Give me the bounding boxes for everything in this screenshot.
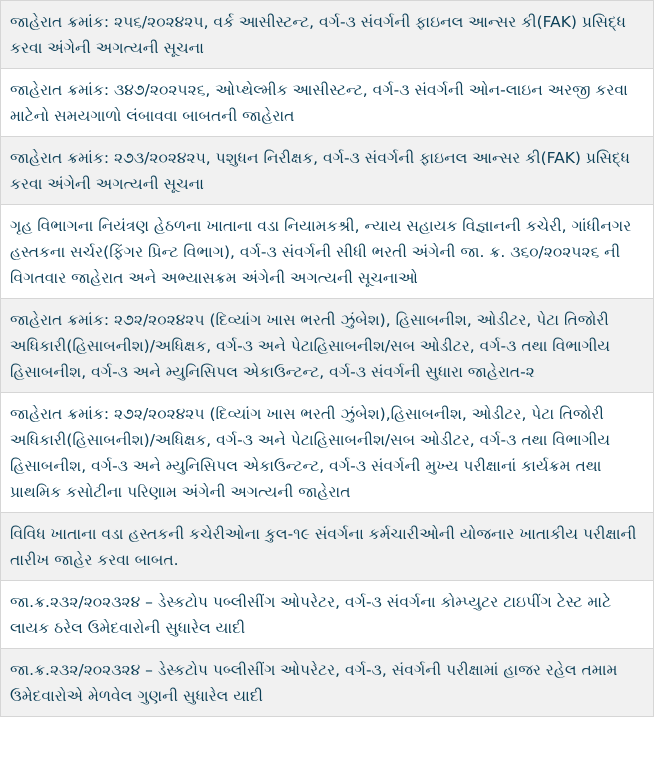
notice-item-2[interactable] <box>0 69 654 137</box>
notice-link-7[interactable]: વિવિધ ખાતાના વડા હસ્તકની કચેરીઓના કુલ-૧૯ સંવર્ગના કર્મચારીઓની યોજનાર ખાતાકીય પરીક્ષાની તારીખ જાહેર કરવા બાબત. <box>10 525 637 569</box>
notice-item-1[interactable] <box>0 1 654 69</box>
notice-link-1[interactable]: જાહેરાત ક્રમાંક: ૨૫૬/૨૦૨૪૨૫, વર્ક આસીસ્ટન્ટ, વર્ગ-૩ સંવર્ગની ફાઇનલ આન્સર કી(FAK) પ્રસિદ્ધ કરવા અંગેની અગત્યની સૂચના <box>10 13 626 57</box>
notice-item-9[interactable] <box>0 649 654 717</box>
notice-link-5[interactable]: જાહેરાત ક્રમાંક: ૨૭૨/૨૦૨૪૨૫ (દિવ્યાંગ ખાસ ભરતી ઝુંબેશ), હિસાબનીશ, ઓડીટર, પેટા તિજોરી અધિકારી(હિસાબનીશ)/અધિક્ષક, વર્ગ-૩ અને પેટાહિસાબનીશ/સબ ઓડીટર, વર્ગ-૩ તથા વિભાગીય હિસાબનીશ, વર્ગ-૩ અને મ્યુનિસિપલ એકાઉન્ટન્ટ, વર્ગ-૩ સંવર્ગની સુધારા જાહેરાત-૨ <box>10 311 611 381</box>
notice-item-3[interactable] <box>0 137 654 205</box>
notice-item-8[interactable] <box>0 581 654 649</box>
notice-item-6[interactable] <box>0 393 654 513</box>
notice-link-8[interactable]: જા.ક્ર.૨૩૨/૨૦૨૩૨૪ – ડેસ્કટોપ પબ્લીસીંગ ઓપરેટર, વર્ગ-૩ સંવર્ગના કોમ્પ્યુટર ટાઇપીંગ ટેસ્ટ માટે લાયક ઠરેલ ઉમેદવારોની સુધારેલ યાદી <box>10 593 612 637</box>
notice-link-6[interactable]: જાહેરાત ક્રમાંક: ૨૭૨/૨૦૨૪૨૫ (દિવ્યાંગ ખાસ ભરતી ઝુંબેશ),હિસાબનીશ, ઓડીટર, પેટા તિજોરી અધિકારી(હિસાબનીશ)/અધિક્ષક, વર્ગ-૩ અને પેટાહિસાબનીશ/સબ ઓડીટર, વર્ગ-૩ તથા વિભાગીય હિસાબનીશ, વર્ગ-૩ અને મ્યુનિસિપલ એકાઉન્ટન્ટ, વર્ગ-૩ સંવર્ગની મુખ્ય પરીક્ષાનાં કાર્યક્રમ તથા પ્રાથમિક કસોટીના પરિણામ અંગેની અગત્યની જાહેરાત <box>10 405 611 501</box>
notice-link-9[interactable]: જા.ક્ર.૨૩૨/૨૦૨૩૨૪ – ડેસ્કટોપ પબ્લીસીંગ ઓપરેટર, વર્ગ-૩, સંવર્ગની પરીક્ષામાં હાજર રહેલ તમામ ઉમેદવારોએ મેળવેલ ગુણની સુધારેલ યાદી <box>10 661 618 705</box>
notice-link-2[interactable]: જાહેરાત ક્રમાંક: ૩૪૭/૨૦૨૫૨૬, ઓપ્થેલ્મીક આસીસ્ટન્ટ, વર્ગ-૩ સંવર્ગની ઓન-લાઇન અરજી કરવા માટેનો સમયગાળો લંબાવવા બાબતની જાહેરાત <box>10 81 628 125</box>
notice-link-3[interactable]: જાહેરાત ક્રમાંક: ૨૭૩/૨૦૨૪૨૫, પશુધન નિરીક્ષક, વર્ગ-૩ સંવર્ગની ફાઇનલ આન્સર કી(FAK) પ્રસિદ્ધ કરવા અંગેની અગત્યની સૂચના <box>10 149 630 193</box>
notice-item-4[interactable] <box>0 205 654 299</box>
notice-link-4[interactable]: ગૃહ વિભાગના નિયંત્રણ હેઠળના ખાતાના વડા નિયામકશ્રી, ન્યાય સહાયક વિજ્ઞાનની કચેરી, ગાંધીનગર હસ્તકના સર્ચર(ફિંગર પ્રિન્ટ વિભાગ), વર્ગ-૩ સંવર્ગની સીધી ભરતી અંગેની જા. ક્ર. ૩૬૦/૨૦૨૫૨૬ ની વિગતવાર જાહેરાત અને અભ્યાસક્રમ અંગેની અગત્યની સૂચનાઓ <box>10 217 632 287</box>
notice-item-5[interactable] <box>0 299 654 393</box>
notice-item-7[interactable] <box>0 513 654 581</box>
